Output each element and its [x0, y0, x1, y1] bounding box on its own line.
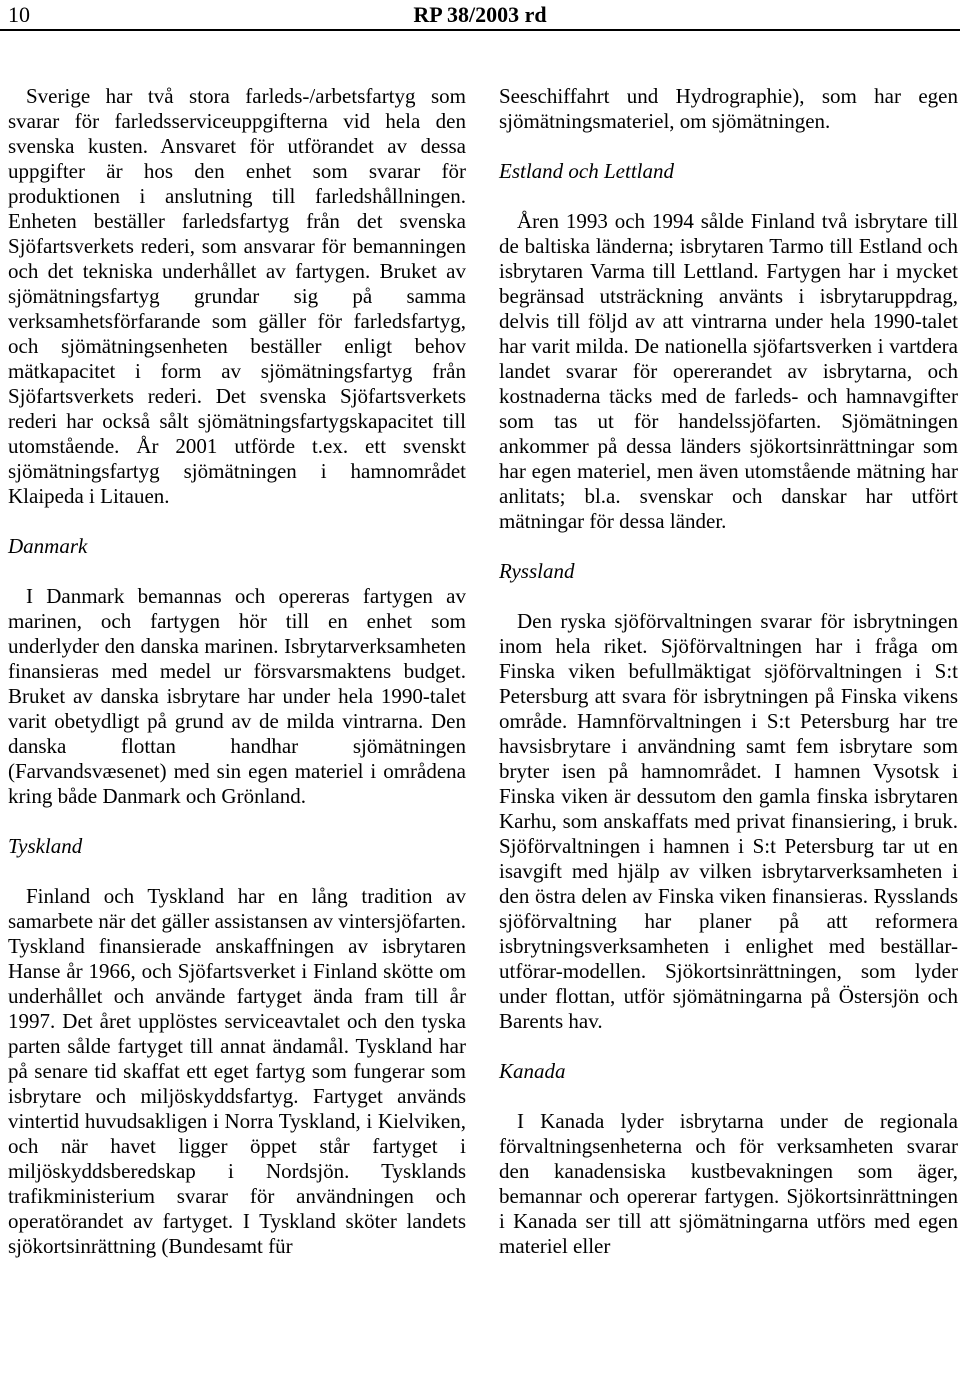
header-rule — [0, 29, 960, 31]
heading-kanada: Kanada — [499, 1059, 566, 1083]
page-header — [0, 0, 960, 26]
left-column — [8, 84, 466, 1259]
heading-danmark: Danmark — [8, 534, 88, 558]
paragraph-danmark: I Danmark bemannas och opereras fartygen av marinen, och fartygen hör till en enhet som underlyder den danska marinen. Isbrytarverksamheten finansieras med medel ur försvarsmaktens budget. Bruket av danska isbrytare har under hela 1990-talet varit obetydligt på grund av de milda vintrarna. Den danska flottan handhar sjömätningen (Farvandsvæsenet) med sin egen materiel i områdena kring både Danmark och Grönland. — [8, 584, 466, 808]
heading-estland-lettland: Estland och Lettland — [499, 159, 674, 183]
paragraph-kanada: I Kanada lyder isbrytarna under de regionala förvaltningsenheterna och för verksamheten svarar den kanadensiska kustbevakningen som äger, bemannar och opererar fartygen. Sjökortsinrättningen i Kanada ser till att sjömätningarna utförs med egen materiel eller — [499, 1109, 958, 1258]
page-number: 10 — [8, 2, 30, 27]
paragraph-estland-lettland: Åren 1993 och 1994 sålde Finland två isbrytare till de baltiska länderna; isbrytaren Tarmo till Estland och isbrytaren Varma till Lettland. Fartygen har i mycket begränsad utsträckning använts i isbrytaruppdrag, delvis till följd av att vintrarna under hela 1990-talet har varit milda. De nationella sjöfartsverken i vartdera landet svarar för opererandet av isbrytarna, och kostnaderna täcks med de farleds- och hamnavgifter som tas ut för handelssjöfarten. Sjömätningen ankommer på dessa länders sjökortsinrättningar som har egen materiel, men även utomstående mätning har anlitats; bl.a. svenskar och danskar har utfört mätningar för dessa länder. — [499, 209, 958, 533]
running-title: RP 38/2003 rd — [413, 2, 547, 27]
paragraph-tyskland: Finland och Tyskland har en lång tradition av samarbete när det gäller assistansen av vintersjöfarten. Tyskland finansierade anskaffningen av isbrytaren Hanse år 1966, och Sjöfartsverket i Finland skötte om underhållet och använde fartyget ända fram till år 1997. Det året upplöstes serviceavtalet och den tyska parten sålde fartyget till annat ändamål. Tyskland har på senare tid skaffat ett eget fartyg som fungerar som isbrytare och miljöskyddsfartyg. Fartyget används vintertid huvudsakligen i Norra Tyskland, i Kielviken, och när havet ligger öppet står fartyget i miljöskyddsberedskap i Nordsjön. Tysklands trafikministerium svarar för användningen och operatörandet av fartyget. I Tyskland sköter landets sjökortsinrättning (Bundesamt für — [8, 884, 466, 1258]
heading-ryssland: Ryssland — [499, 559, 575, 583]
heading-tyskland: Tyskland — [8, 834, 83, 858]
paragraph-ryssland: Den ryska sjöförvaltningen svarar för isbrytningen inom hela riket. Sjöförvaltningen har i fråga om Finska viken befullmäktigat sjöförvaltningen i S:t Petersburg att svara för isbrytningen på Finska vikens område. Hamnförvaltningen i S:t Petersburg har tre havsisbrytare i användning samt fem isbrytare som bryter isen på hamnområdet. I hamnen Vysotsk i Finska viken är dessutom den gamla finska isbrytaren Karhu, som anskaffats med privat finansiering, i bruk. Sjöförvaltningen i hamnen i S:t Petersburg tar ut en isavgift med hjälp av vilken isbrytarverksamheten i den östra delen av Finska viken finansieras. Rysslands sjöförvaltning har planer på att reformera isbrytningsverksamheten i enlighet med beställar-utförar-modellen. Sjökortsinrättningen, som lyder under flottan, utför sjömätningarna på Östersjön och Barents hav. — [499, 609, 958, 1033]
right-column — [499, 84, 958, 1259]
paragraph-continued: Seeschiffahrt und Hydrographie), som har egen sjömätningsmateriel, om sjömätningen. — [499, 84, 958, 133]
paragraph-sverige: Sverige har två stora farleds-/arbetsfartyg som svarar för farledsserviceuppgifterna vid hela den svenska kusten. Ansvaret för utförandet av dessa uppgifter är hos den enhet som svarar för produktionen i anslutning till farledshållningen. Enheten beställer farledsfartyg från det svenska Sjöfartsverkets rederi, som ansvarar för bemanningen och det tekniska underhållet av fartygen. Bruket av sjömätningsfartyg grundar sig på samma verksamhetsförfarande som gäller för farledsfartyg, och sjömätningsenheten beställer enligt behov mätkapacitet i form av sjömätningsfartyg från Sjöfartsverkets rederi. Det svenska Sjöfartsverkets rederi har också sålt sjömätningsfartygskapacitet till utomstående. År 2001 utförde t.ex. ett svenskt sjömätningsfartyg sjömätningen i hamnområdet Klaipeda i Litauen. — [8, 84, 466, 508]
